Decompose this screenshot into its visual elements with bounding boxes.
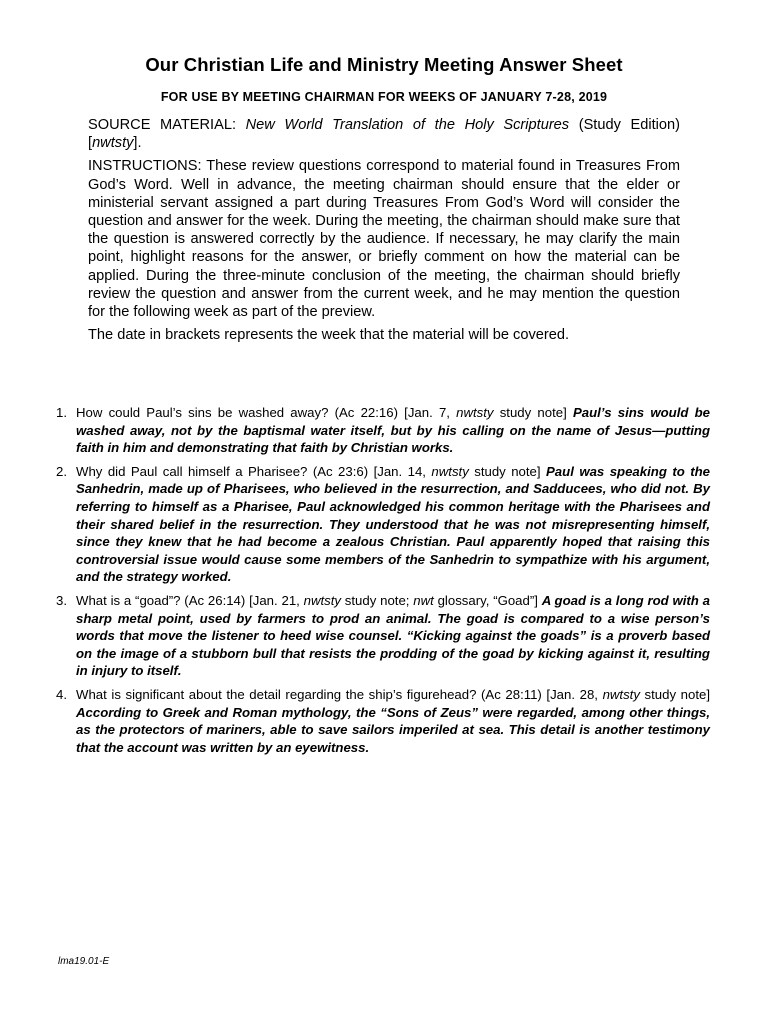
question-number: 3. — [56, 592, 67, 608]
source-edition: (Study Edition) [ — [88, 117, 680, 152]
question-item — [56, 404, 710, 457]
source-title: New World Translation of the Holy Scriptures — [245, 117, 570, 133]
question-number: 2. — [56, 463, 67, 479]
answer-text: Paul’s sins would be washed away, not by the baptismal water itself, but by his calling on the name of Jesus—putting faith in him and demonstrating that faith by Christian works. — [76, 405, 710, 456]
question-text-end: study note] — [639, 686, 710, 702]
answer-text: Paul was speaking to the Sanhedrin, made up of Pharisees, who believed in the resurrection, and Sadducees, who did not. By referring to himself as a Pharisee, Paul acknowledged his common heritage with the Pharisees and their shared belief in the resurrection. They understood that he was not misrepresenting himself, since they knew that he had become a zealous Christian. Paul apparently hoped that raising this controversial issue would cause some members of the Sanhedrin to sympathize with his argument, and the strategy worked. — [76, 463, 711, 585]
question-ref: nwtsty — [303, 592, 341, 608]
question-text-end: study note] — [493, 405, 573, 420]
intro-section — [88, 116, 680, 349]
instructions: INSTRUCTIONS: These review questions correspond to material found in Treasures From God’s Word. Well in advance, the meeting chairman should ensure that the elder or ministerial servant assigned a part during Treasures From God’s Word will consider the question and answer for the week. During the meeting, the chairman should make sure that the question is answered correctly by the audience. If necessary, he may clarify the main point, highlight reasons for the answer, or briefly comment on how the material can be applied. During the three-minute conclusion of the meeting, the chairman should briefly review the question and answer from the current week, and he may mention the question for the following week as part of the preview. — [88, 158, 680, 321]
question-item — [56, 592, 710, 680]
question-ref: nwtsty — [431, 463, 469, 479]
date-note: The date in brackets represents the week that the material will be covered. — [88, 327, 570, 344]
answer-text: A goad is a long rod with a sharp metal point, used by farmers to prod an animal. The goad is compared to a wise person’s words that move the listener to heed wise counsel. “Kicking against the goads” is a proverb based on the image of a stubborn bull that resists the prodding of the goad by kicking against it, resulting in injury to itself. — [76, 592, 710, 679]
document-title: Our Christian Life and Ministry Meeting Answer Sheet — [145, 54, 623, 75]
question-text: How could Paul’s sins be washed away? (Ac 22:16) [Jan. 7, — [76, 405, 457, 420]
document-subtitle: FOR USE BY MEETING CHAIRMAN FOR WEEKS OF JANUARY 7-28, 2019 — [160, 90, 608, 104]
question-ref: nwtsty — [456, 405, 494, 420]
question-item — [56, 463, 710, 586]
question-item — [56, 686, 710, 756]
question-ref: nwtsty — [602, 686, 640, 702]
source-abbr: nwtsty — [92, 135, 134, 152]
question-text: What is significant about the detail regarding the ship’s figurehead? (Ac 28:11) [Jan. 28, — [76, 686, 603, 702]
document-code: lma19.01-E — [58, 956, 110, 967]
question-text: Why did Paul call himself a Pharisee? (Ac 23:6) [Jan. 14, — [76, 463, 432, 479]
question-number: 4. — [56, 686, 67, 702]
question-ref-2: nwt — [413, 592, 434, 608]
source-label: SOURCE MATERIAL: — [88, 117, 246, 133]
source-material — [88, 116, 680, 152]
question-list — [56, 404, 710, 762]
question-text: What is a “goad”? (Ac 26:14) [Jan. 21, — [76, 592, 304, 608]
question-text-end: glossary, “Goad”] — [433, 592, 542, 608]
question-number: 1. — [56, 405, 67, 420]
question-text-end: study note] — [468, 463, 547, 479]
answer-text: According to Greek and Roman mythology, the “Sons of Zeus” were regarded, among other things, as the protectors of mariners, able to save sailors imperiled at sea. This detail is another testimony that the account was written by an eyewitness. — [76, 704, 710, 755]
source-end: ]. — [133, 135, 142, 152]
question-text-mid: study note; — [341, 592, 414, 608]
